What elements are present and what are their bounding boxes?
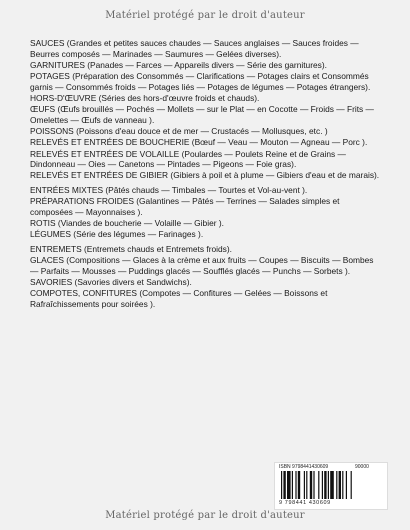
isbn-barcode (274, 462, 388, 510)
barcode-bar (346, 471, 347, 499)
barcode-bar (310, 471, 312, 499)
entry-releves-volaille: RELEVÉS ET ENTRÉES DE VOLAILLE (Poulardes — Poulets Reine et de Grains — Dindonneau — Oies — Canetons — Pintades — Pigeons — Foie gras). (30, 148, 346, 170)
entry-releves-boucherie: RELEVÉS ET ENTRÉES DE BOUCHERIE (Bœuf — Veau — Mouton — Agneau — Porc ). (30, 137, 368, 148)
entry-releves-gibier: RELEVÉS ET ENTRÉES DE GIBIER (Gibiers à poil et à plume — Gibiers d'eau et de marais). (30, 170, 380, 181)
entry-compotes: COMPOTES, CONFITURES (Compotes — Confitures — Gelées — Boissons et Rafraîchissements pour soirées ). (30, 288, 328, 310)
barcode-bar (330, 471, 334, 499)
barcode-bar (322, 471, 323, 499)
barcode-bar (342, 471, 343, 499)
barcode-bar (281, 471, 282, 499)
entry-poissons: POISSONS (Poissons d'eau douce et de mer — Crustacés — Mollusques, etc. ) (30, 126, 328, 137)
entry-glaces: GLACES (Compositions — Glaces à la crème et aux fruits — Coupes — Biscuits — Bombes — Parfaits — Mousses — Puddings glacés — Soufflés glacés — Punchs — Sorbets ). (30, 255, 374, 277)
barcode-bar (283, 471, 285, 499)
barcode-bar (328, 471, 329, 499)
barcode-bar (295, 471, 296, 499)
entry-preparations-froides: PRÉPARATIONS FROIDES (Galantines — Pâtés — Terrines — Salades simples et composées — Mayonnaises ). (30, 196, 340, 218)
entry-savories: SAVORIES (Savories divers et Sandwichs). (30, 277, 192, 288)
copyright-banner-bottom: Matériel protégé par le droit d'auteur (105, 510, 305, 521)
entry-oeufs: ŒUFS (Œufs brouillés — Pochés — Mollets — sur le Plat — en Cocotte — Froids — Frits — Omelettes — Œufs de vanneau ). (30, 104, 374, 125)
barcode-bar (298, 471, 300, 499)
barcode-bar (292, 471, 293, 499)
entry-hors-doeuvre: HORS-D'ŒUVRE (Séries des hors-d'œuvre froids et chauds). (30, 93, 260, 104)
entry-rotis: ROTIS (Viandes de boucherie — Volaille — Gibier ). (30, 218, 224, 229)
barcode-bar (287, 471, 291, 499)
barcode-bar (324, 471, 326, 499)
barcode-bar (339, 471, 341, 499)
barcode-bars (281, 471, 381, 499)
barcode-bar (313, 471, 314, 499)
barcode-bar (351, 471, 352, 499)
barcode-bar (306, 471, 307, 499)
contents-list (30, 38, 382, 310)
entry-sauces: SAUCES (Grandes et petites sauces chaudes — Sauces anglaises — Sauces froides — Beurres composés — Marinades — Saumures — Gelées diverses). (30, 38, 359, 59)
entry-garnitures: GARNITURES (Panades — Farces — Appareils divers — Série des garnitures). (30, 59, 327, 70)
entry-potages: POTAGES (Préparation des Consommés — Clarifications — Potages clairs et Consommés garnis — Consommés froids — Potages liés — Potages de légumes — Potages étrangers). (30, 71, 371, 92)
barcode-bar (336, 471, 337, 499)
isbn-label: ISBN 9798441430609 (279, 464, 329, 470)
copyright-banner-top: Matériel protégé par le droit d'auteur (105, 10, 305, 21)
price-code: 90000 (355, 464, 369, 470)
barcode-bar (318, 471, 319, 499)
barcode-digits: 9 798441 430609 (279, 500, 331, 506)
entry-entremets: ENTREMETS (Entremets chauds et Entremets froids). (30, 244, 232, 255)
entry-legumes: LÉGUMES (Série des légumes — Farinages ). (30, 229, 204, 240)
barcode-bar (304, 471, 305, 499)
entry-entrees-mixtes: ENTRÉES MIXTES (Pâtés chauds — Timbales — Tourtes et Vol-au-vent ). (30, 185, 308, 196)
